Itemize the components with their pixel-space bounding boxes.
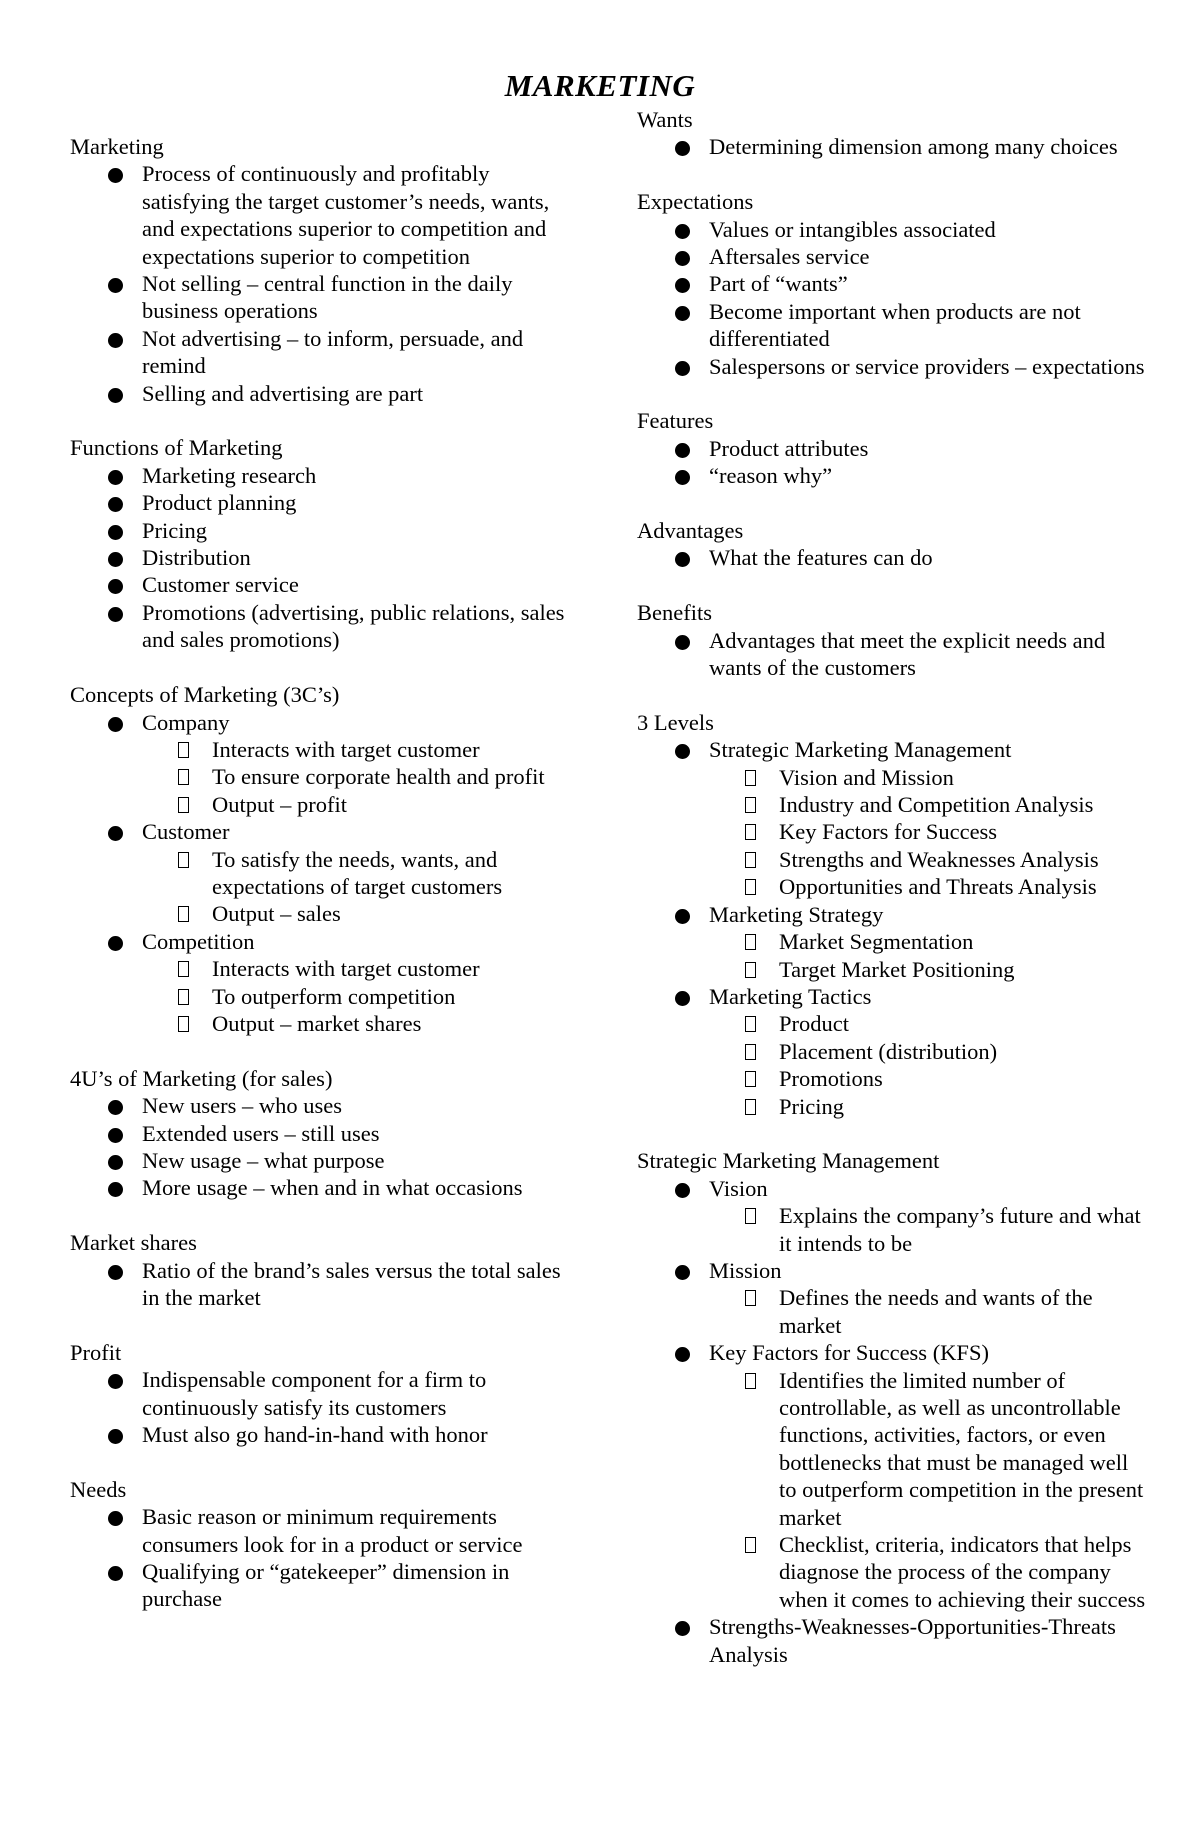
bullet-list (637, 216, 1147, 380)
bullet-icon (108, 470, 123, 485)
bullet-icon (108, 1566, 123, 1581)
checkbox-bullet-icon (745, 1044, 756, 1060)
bullet-item (637, 1257, 1147, 1339)
section-heading: Wants (637, 107, 693, 132)
checkbox-bullet-icon (178, 852, 189, 868)
checkbox-bullet-icon (745, 1099, 756, 1115)
bullet-list (70, 1366, 570, 1448)
section-expectations (637, 188, 1147, 380)
bullet-item (70, 489, 570, 516)
bullet-text: Marketing Tactics (709, 983, 872, 1009)
bullet-icon (675, 744, 690, 759)
sub-bullet-list (709, 1284, 1147, 1339)
section-functions-of-marketing (70, 434, 570, 653)
bullet-text: Ratio of the brand’s sales versus the total sales in the market (142, 1257, 561, 1310)
section-3-levels (637, 709, 1147, 1120)
bullet-text: New usage – what purpose (142, 1147, 385, 1173)
checkbox-bullet-icon (178, 742, 189, 758)
page-title: MARKETING (504, 68, 696, 103)
bullet-item (70, 1147, 570, 1174)
bullet-list (70, 1092, 570, 1202)
bullet-icon (675, 1621, 690, 1636)
section-advantages (637, 517, 1147, 572)
sub-bullet-text: Explains the company’s future and what it intends to be (779, 1203, 1141, 1256)
checkbox-bullet-icon (745, 962, 756, 978)
bullet-icon (108, 1511, 123, 1526)
bullet-item (637, 462, 1147, 489)
bullet-text: Customer (142, 819, 230, 845)
bullet-text: Extended users – still uses (142, 1120, 380, 1146)
bullet-icon (675, 278, 690, 293)
bullet-icon (675, 991, 690, 1006)
bullet-item (70, 1421, 570, 1448)
sub-bullet-text: Strengths and Weaknesses Analysis (779, 846, 1099, 872)
bullet-item (637, 901, 1147, 983)
bullet-list (70, 1257, 570, 1312)
section-heading: 4U’s of Marketing (for sales) (70, 1065, 333, 1091)
section-strategic-marketing-management (637, 1147, 1147, 1668)
section-heading: Functions of Marketing (70, 435, 283, 461)
sub-bullet-item (142, 983, 570, 1010)
bullet-text: More usage – when and in what occasions (142, 1175, 523, 1201)
sub-bullet-text: Output – sales (212, 901, 341, 927)
bullet-icon (108, 1374, 123, 1389)
bullet-item (70, 571, 570, 598)
bullet-text: Strategic Marketing Management (709, 737, 1012, 763)
checkbox-bullet-icon (745, 879, 756, 895)
bullet-icon (108, 1128, 123, 1143)
bullet-text: Values or intangibles associated (709, 216, 996, 242)
sub-bullet-item (709, 1202, 1147, 1257)
checkbox-bullet-icon (178, 961, 189, 977)
left-column (70, 133, 570, 1640)
sub-bullet-text: Vision and Mission (779, 764, 954, 790)
checkbox-bullet-icon (178, 989, 189, 1005)
bullet-item (70, 380, 570, 407)
section-heading: Concepts of Marketing (3C’s) (70, 682, 340, 708)
section-heading: 3 Levels (637, 709, 714, 735)
bullet-text: Vision (709, 1175, 768, 1201)
bullet-text: Competition (142, 928, 255, 954)
sub-bullet-text: Product (779, 1011, 849, 1037)
bullet-text: Mission (709, 1257, 782, 1283)
section-heading: Expectations (637, 189, 754, 215)
bullet-icon (108, 497, 123, 512)
bullet-list (637, 736, 1147, 1120)
section-heading: Features (637, 408, 714, 434)
bullet-item (70, 544, 570, 571)
bullet-icon (675, 1265, 690, 1280)
bullet-list (70, 709, 570, 1038)
bullet-item (70, 1092, 570, 1119)
bullet-text: Strengths-Weaknesses-Opportunities-Threats Analysis (709, 1614, 1116, 1667)
bullet-icon (675, 635, 690, 650)
bullet-list (637, 627, 1147, 682)
checkbox-bullet-icon (745, 1208, 756, 1224)
bullet-item (637, 270, 1147, 297)
bullet-icon (108, 607, 123, 622)
bullet-list (70, 160, 570, 407)
bullet-item (70, 462, 570, 489)
sub-bullet-text: Placement (distribution) (779, 1038, 998, 1064)
bullet-icon (108, 1182, 123, 1197)
bullet-list (637, 544, 1147, 571)
sub-bullet-item (709, 818, 1147, 845)
sub-bullet-list (709, 1010, 1147, 1120)
bullet-icon (675, 251, 690, 266)
bullet-icon (675, 552, 690, 567)
bullet-text: Key Factors for Success (KFS) (709, 1340, 989, 1366)
bullet-item (637, 1339, 1147, 1613)
bullet-text: Must also go hand-in-hand with honor (142, 1422, 488, 1448)
bullet-text: Marketing Strategy (709, 901, 884, 927)
bullet-text: Determining dimension among many choices (709, 134, 1118, 160)
bullet-item (637, 544, 1147, 571)
bullet-item (70, 1174, 570, 1201)
sub-bullet-item (709, 956, 1147, 983)
bullet-icon (108, 333, 123, 348)
sub-bullet-item (142, 736, 570, 763)
bullet-item (637, 435, 1147, 462)
checkbox-bullet-icon (178, 906, 189, 922)
checkbox-bullet-icon (178, 769, 189, 785)
sub-bullet-item (709, 928, 1147, 955)
bullet-item (70, 1558, 570, 1613)
section-needs (70, 1476, 570, 1613)
bullet-icon (108, 579, 123, 594)
right-column (637, 106, 1147, 1695)
bullet-text: Selling and advertising are part (142, 380, 424, 406)
bullet-icon (675, 361, 690, 376)
checkbox-bullet-icon (745, 797, 756, 813)
sub-bullet-list (709, 1202, 1147, 1257)
sub-bullet-text: Identifies the limited number of controllable, as well as uncontrollable functions, activities, factors, or even bottlenecks that must be managed well to outperform competition in the present market (779, 1367, 1144, 1530)
sub-bullet-item (709, 1065, 1147, 1092)
bullet-text: Company (142, 709, 230, 735)
bullet-icon (108, 1265, 123, 1280)
bullet-item (70, 818, 570, 928)
section-heading: Advantages (637, 518, 744, 544)
section-heading: Strategic Marketing Management (637, 1148, 940, 1174)
bullet-list (637, 133, 1147, 160)
checkbox-bullet-icon (745, 1373, 756, 1389)
bullet-item (637, 627, 1147, 682)
section-marketing (70, 133, 570, 407)
bullet-text: Qualifying or “gatekeeper” dimension in purchase (142, 1559, 510, 1612)
bullet-text: “reason why” (709, 463, 833, 489)
sub-bullet-item (709, 846, 1147, 873)
sub-bullet-item (709, 764, 1147, 791)
bullet-icon (675, 443, 690, 458)
bullet-icon (108, 388, 123, 403)
bullet-item (637, 736, 1147, 900)
sub-bullet-item (709, 1531, 1147, 1613)
sub-bullet-text: Market Segmentation (779, 929, 974, 955)
bullet-icon (108, 936, 123, 951)
checkbox-bullet-icon (745, 824, 756, 840)
bullet-icon (675, 224, 690, 239)
bullet-icon (108, 525, 123, 540)
sub-bullet-text: Defines the needs and wants of the market (779, 1285, 1093, 1338)
bullet-icon (108, 1100, 123, 1115)
checkbox-bullet-icon (178, 1016, 189, 1032)
bullet-item (637, 1175, 1147, 1257)
sub-bullet-item (709, 1367, 1147, 1531)
sub-bullet-item (709, 1010, 1147, 1037)
sub-bullet-item (709, 1038, 1147, 1065)
bullet-text: Not advertising – to inform, persuade, and remind (142, 325, 524, 379)
sub-bullet-text: Promotions (779, 1066, 883, 1092)
sub-bullet-item (142, 900, 570, 927)
sub-bullet-item (709, 1284, 1147, 1339)
section-profit (70, 1339, 570, 1449)
checkbox-bullet-icon (745, 852, 756, 868)
sub-bullet-item (709, 791, 1147, 818)
bullet-text: Product planning (142, 490, 297, 516)
sub-bullet-list (709, 1367, 1147, 1614)
checkbox-bullet-icon (745, 1537, 756, 1553)
bullet-icon (108, 1155, 123, 1170)
bullet-text: Basic reason or minimum requirements consumers look for in a product or service (142, 1504, 523, 1557)
bullet-text: Salespersons or service providers – expectations (709, 353, 1145, 379)
bullet-icon (675, 1347, 690, 1362)
sub-bullet-text: Pricing (779, 1093, 844, 1119)
sub-bullet-item (709, 873, 1147, 900)
sub-bullet-list (709, 764, 1147, 901)
bullet-icon (108, 1429, 123, 1444)
sub-bullet-item (142, 791, 570, 818)
bullet-item (70, 928, 570, 1038)
section-heading: Needs (70, 1476, 127, 1502)
bullet-icon (108, 717, 123, 732)
bullet-text: Advantages that meet the explicit needs and wants of the customers (709, 627, 1106, 681)
sub-bullet-item (142, 846, 570, 901)
sub-bullet-list (709, 928, 1147, 983)
section-heading: Marketing (70, 134, 164, 159)
bullet-text: New users – who uses (142, 1093, 342, 1119)
bullet-text: Indispensable component for a firm to continuously satisfy its customers (142, 1367, 487, 1420)
bullet-item (70, 1503, 570, 1558)
sub-bullet-text: Key Factors for Success (779, 819, 998, 845)
sub-bullet-text: Interacts with target customer (212, 956, 480, 982)
sub-bullet-text: Opportunities and Threats Analysis (779, 874, 1097, 900)
sub-bullet-text: Interacts with target customer (212, 736, 480, 762)
sub-bullet-item (142, 1010, 570, 1037)
bullet-text: Not selling – central function in the daily business operations (142, 271, 513, 324)
bullet-item (637, 216, 1147, 243)
bullet-list (637, 1175, 1147, 1668)
section-features (637, 407, 1147, 489)
sub-bullet-text: Output – profit (212, 791, 347, 817)
sub-bullet-item (142, 955, 570, 982)
sub-bullet-text: To ensure corporate health and profit (212, 764, 545, 790)
bullet-item (637, 298, 1147, 353)
bullet-icon (675, 470, 690, 485)
bullet-icon (108, 168, 123, 183)
bullet-text: Pricing (142, 517, 207, 543)
bullet-item (637, 353, 1147, 380)
section-concepts-of-marketing-3c-s (70, 681, 570, 1037)
sub-bullet-list (142, 846, 570, 928)
bullet-item (637, 1613, 1147, 1668)
sub-bullet-text: Checklist, criteria, indicators that helps diagnose the process of the company when it comes to achieving their success (779, 1532, 1146, 1612)
checkbox-bullet-icon (745, 770, 756, 786)
bullet-icon (675, 306, 690, 321)
checkbox-bullet-icon (745, 1016, 756, 1032)
sub-bullet-item (142, 763, 570, 790)
bullet-item (637, 983, 1147, 1120)
bullet-list (70, 1503, 570, 1613)
checkbox-bullet-icon (178, 797, 189, 813)
bullet-icon (108, 552, 123, 567)
bullet-text: Aftersales service (709, 244, 870, 270)
section-heading: Profit (70, 1339, 122, 1365)
bullet-item (70, 1366, 570, 1421)
section-heading: Market shares (70, 1230, 197, 1256)
bullet-text: Product attributes (709, 435, 869, 461)
section-wants (637, 106, 1147, 161)
bullet-text: Part of “wants” (709, 271, 848, 297)
bullet-item (70, 709, 570, 819)
bullet-text: Customer service (142, 572, 299, 598)
sub-bullet-item (709, 1093, 1147, 1120)
sub-bullet-list (142, 736, 570, 818)
section-market-shares (70, 1229, 570, 1311)
section-benefits (637, 599, 1147, 681)
bullet-text: What the features can do (709, 545, 933, 571)
bullet-text: Become important when products are not differentiated (709, 298, 1081, 352)
bullet-item (70, 1120, 570, 1147)
bullet-item (70, 599, 570, 654)
bullet-item (70, 270, 570, 325)
bullet-item (637, 243, 1147, 270)
sub-bullet-text: Output – market shares (212, 1010, 422, 1036)
sub-bullet-list (142, 955, 570, 1037)
bullet-text: Marketing research (142, 462, 317, 488)
checkbox-bullet-icon (745, 934, 756, 950)
sub-bullet-text: To satisfy the needs, wants, and expectations of target customers (212, 846, 503, 899)
bullet-item (70, 160, 570, 270)
bullet-item (637, 133, 1147, 160)
bullet-text: Promotions (advertising, public relations, sales and sales promotions) (142, 599, 565, 653)
bullet-icon (675, 909, 690, 924)
section-4u-s-of-marketing-for-sales (70, 1065, 570, 1202)
bullet-icon (675, 141, 690, 156)
checkbox-bullet-icon (745, 1290, 756, 1306)
checkbox-bullet-icon (745, 1071, 756, 1087)
section-heading: Benefits (637, 600, 712, 626)
sub-bullet-text: Target Market Positioning (779, 956, 1015, 982)
bullet-text: Distribution (142, 545, 251, 571)
bullet-item (70, 325, 570, 380)
bullet-text: Process of continuously and profitably satisfying the target customer’s needs, wants, and expectations superior to competition and expectations superior to competition (142, 161, 550, 269)
sub-bullet-text: To outperform competition (212, 983, 456, 1009)
bullet-list (70, 462, 570, 654)
bullet-item (70, 1257, 570, 1312)
sub-bullet-text: Industry and Competition Analysis (779, 792, 1094, 818)
bullet-list (637, 435, 1147, 490)
bullet-icon (675, 1183, 690, 1198)
bullet-icon (108, 278, 123, 293)
bullet-icon (108, 826, 123, 841)
bullet-item (70, 517, 570, 544)
